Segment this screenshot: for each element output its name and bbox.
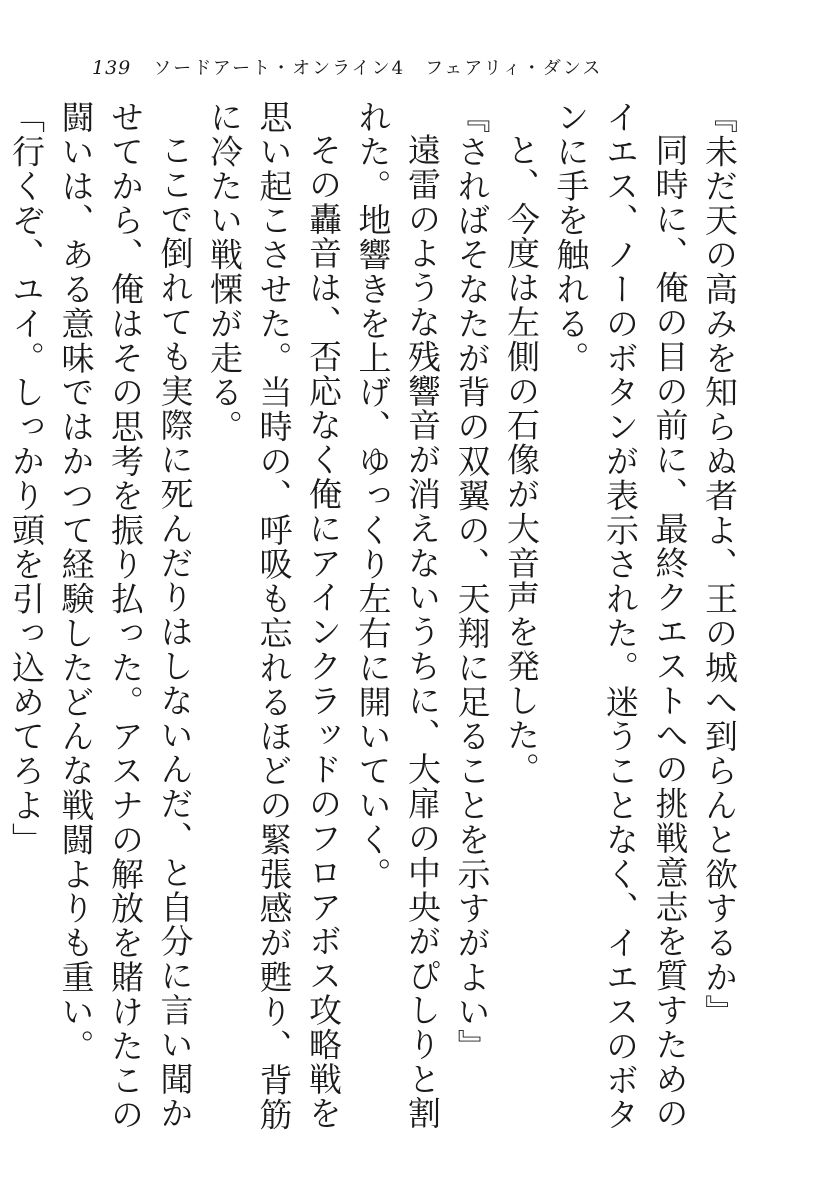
paragraph: 『さればそなたが背の双翼の、天翔に足ることを示すがよい』: [452, 100, 492, 1064]
paragraph: その轟音は、否応なく俺にアインクラッドのフロアボス攻略戦を思い起こさせた。当時の、呼吸も忘れるほどの緊張感が甦り、背筋に冷たい戦慄が走る。: [205, 100, 343, 1132]
paragraph: 遠雷のような残響音が消えないうちに、大扉の中央がぴしりと割れた。地響きを上げ、ゆっくり左右に開いていく。: [353, 100, 442, 1131]
paragraph: 「行くぞ、ユイ。しっかり頭を引っ込めてろよ」: [7, 100, 46, 857]
page-number: 139: [92, 57, 132, 79]
paragraph: 同時に、俺の目の前に、最終クエストへの挑戦意志を質すためのイエス、ノーのボタンが表示された。迷うことなく、イエスのボタンに手を触れる。: [551, 100, 690, 1132]
paragraph: 『未だ天の高みを知らぬ者よ、王の城へ到らんと欲するか』: [700, 100, 739, 1029]
paragraph: ここで倒れても実際に死んだりはしないんだ、と自分に言い聞かせてから、俺はその思考を振り払った。アスナの解放を賭けたこの闘いは、ある意味ではかつて経験したどんな戦闘よりも重い。: [56, 100, 195, 1132]
running-title: ソードアート・オンライン4 フェアリィ・ダンス: [153, 58, 603, 79]
running-header: [92, 54, 602, 82]
paragraph: と、今度は左側の石像が大音声を発した。: [502, 133, 541, 787]
body-text: [7, 100, 744, 1140]
